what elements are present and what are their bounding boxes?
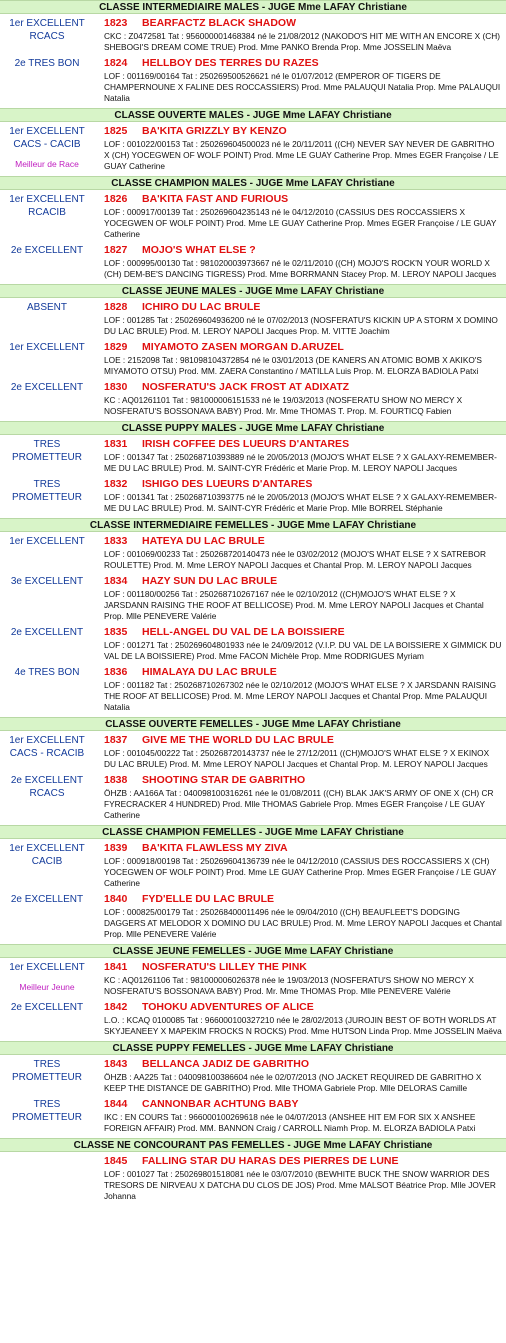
dog-entry xyxy=(0,193,506,240)
entry-header xyxy=(104,961,502,974)
dog-entry xyxy=(0,626,506,662)
class-header: CLASSE JEUNE FEMELLES - JUGE Mme LAFAY Christiane xyxy=(0,944,506,958)
class-header: CLASSE CHAMPION MALES - JUGE Mme LAFAY Christiane xyxy=(0,176,506,190)
catalog-number: 1824 xyxy=(104,57,128,69)
dog-details: LOF : 001169/00164 Tat : 250269500526621 né le 01/07/2012 (EMPEROR OF TIGERS DE CHAMPERNOUNE X FALINE DES ROCCASSIERS) Prod. Mme PALAUQUI Natalia Prop. Mme PALAUQUI Natalia xyxy=(104,71,501,103)
result-text: 1er EXCELLENT RCACIB xyxy=(9,194,85,218)
result-cell xyxy=(0,774,94,800)
dog-details: IKC : EN COURS Tat : 966000100269618 née le 04/07/2013 (ANSHEE HIT EM FOR SIX X ANSHEE FOREIGN AFFAIR) Prod. MM. BANNON Craig / CARROLL Niamh Prop. M. ELORZA BADIOLA Patxi xyxy=(104,1112,476,1133)
dog-details: LOF : 000995/00130 Tat : 981020003973667 né le 02/11/2010 ((CH) MOJO'S ROCK'N YOUR WORLD X (CH) DEM-BE'S DANCING TIGRESS) Prod. Mme BORRMANN Stacey Prop. M. LEROY NAPOLI Jacques xyxy=(104,258,497,279)
result-text: ABSENT xyxy=(26,302,67,313)
catalog-number: 1836 xyxy=(104,666,128,678)
result-cell xyxy=(0,478,94,504)
dog-entry xyxy=(0,961,506,997)
dog-entry xyxy=(0,125,506,172)
result-cell xyxy=(0,1001,94,1014)
dog-entry xyxy=(0,842,506,889)
entry-body xyxy=(94,575,506,622)
catalog-number: 1837 xyxy=(104,734,128,746)
result-text: 2e EXCELLENT xyxy=(10,382,84,393)
entry-body xyxy=(94,1098,506,1134)
dog-name: HATEYA DU LAC BRULE xyxy=(142,535,265,547)
class-header: CLASSE OUVERTE MALES - JUGE Mme LAFAY Christiane xyxy=(0,108,506,122)
class-header: CLASSE INTERMEDIAIRE FEMELLES - JUGE Mme LAFAY Christiane xyxy=(0,518,506,532)
dog-details: LOF : 001341 Tat : 250268710393775 né le 20/05/2013 (MOJO'S WHAT ELSE ? X GALAXY-REMEMBER-ME DU LAC BRULE) Prod. M. SAINT-CYR Frédéric et Marie Prop. Mlle BORREL Stéphanie xyxy=(104,492,497,513)
catalog-number: 1841 xyxy=(104,961,128,973)
dog-details: LOF : 001347 Tat : 250268710393889 né le 20/05/2013 (MOJO'S WHAT ELSE ? X GALAXY-REMEMBER-ME DU LAC BRULE) Prod. M. SAINT-CYR Frédéric et Marie Prop. M. LEROY NAPOLI Jacques xyxy=(104,452,497,473)
dog-entry xyxy=(0,1098,506,1134)
entry-header xyxy=(104,125,502,138)
catalog-number: 1843 xyxy=(104,1058,128,1070)
entry-header xyxy=(104,774,502,787)
entry-header xyxy=(104,17,502,30)
entry-body xyxy=(94,1058,506,1094)
entry-body xyxy=(94,341,506,377)
result-text: 1er EXCELLENT CACS - RCACIB xyxy=(9,735,85,759)
entry-header xyxy=(104,842,502,855)
dog-name: HIMALAYA DU LAC BRULE xyxy=(142,666,277,678)
dog-name: BA'KITA FAST AND FURIOUS xyxy=(142,193,289,205)
dog-name: BA'KITA GRIZZLY BY KENZO xyxy=(142,125,287,137)
dog-name: FYD'ELLE DU LAC BRULE xyxy=(142,893,274,905)
catalog-number: 1826 xyxy=(104,193,128,205)
dog-details: LOF : 001045/00222 Tat : 250268720143737 née le 27/12/2011 ((CH)MOJO'S WHAT ELSE ? X EKINOX DU LAC BRULE) Prod. M. Mme LEROY NAPOLI Jacques et Chantal Prop. M. LEROY NAPOLI Jacques xyxy=(104,748,490,769)
entry-body xyxy=(94,1155,506,1202)
dog-entry xyxy=(0,1001,506,1037)
result-cell xyxy=(0,301,94,314)
entry-header xyxy=(104,1001,502,1014)
result-text: 2e EXCELLENT xyxy=(10,894,84,905)
entry-body xyxy=(94,734,506,770)
dog-entry xyxy=(0,438,506,474)
dog-name: ICHIRO DU LAC BRULE xyxy=(142,301,261,313)
catalog-number: 1830 xyxy=(104,381,128,393)
dog-name: HELL-ANGEL DU VAL DE LA BOISSIERE xyxy=(142,626,345,638)
entry-header xyxy=(104,244,502,257)
dog-name: BA'KITA FLAWLESS MY ZIVA xyxy=(142,842,288,854)
entry-header xyxy=(104,301,502,314)
result-text: 1er EXCELLENT CACS - CACIB xyxy=(9,126,85,150)
dog-details: LOF : 001027 Tat : 250269801518081 née le 03/07/2010 (BEWHITE BUCK THE SNOW WARRIOR DES TRESORS DE NIRVEAU X DATCHA DU CLOS DE JOS) Prod. Mme MALSOT Béatrice Prop. Mlle JOVER Johanna xyxy=(104,1169,496,1201)
entry-body xyxy=(94,666,506,713)
dog-entry xyxy=(0,535,506,571)
result-text: TRES PROMETTEUR xyxy=(12,479,82,503)
entry-body xyxy=(94,774,506,821)
class-header: CLASSE PUPPY MALES - JUGE Mme LAFAY Christiane xyxy=(0,421,506,435)
class-header: CLASSE PUPPY FEMELLES - JUGE Mme LAFAY Christiane xyxy=(0,1041,506,1055)
result-cell xyxy=(0,666,94,679)
entry-header xyxy=(104,1098,502,1111)
result-text: 1er EXCELLENT xyxy=(9,962,85,973)
entry-header xyxy=(104,575,502,588)
result-text: 2e EXCELLENT xyxy=(10,245,84,256)
dog-entry xyxy=(0,17,506,53)
result-text: TRES PROMETTEUR xyxy=(12,439,82,463)
dog-details: ÖHZB : AA166A Tat : 040098100316261 née le 01/08/2011 ((CH) BLAK JAK'S ARMY OF ONE X (CH) CR FYRECRACKER 4 HUNDRED) Prod. Mlle THOMAS Gabriele Prop. Mmes EGER Françoise / LE GUAY Catherine xyxy=(104,788,494,820)
dog-entry xyxy=(0,666,506,713)
entry-body xyxy=(94,893,506,940)
result-cell xyxy=(0,575,94,588)
result-cell xyxy=(0,893,94,906)
dog-details: CKC : Z0472581 Tat : 956000001468384 né le 21/08/2012 (NAKODO'S HIT ME WITH AN ENCORE X (CH) SHEBOGI'S DREAM COME TRUE) Prod. Mme PANKO Brenda Prop. Mme JOSSELIN Maëva xyxy=(104,31,501,52)
result-text: 1er EXCELLENT xyxy=(9,536,85,547)
result-text: TRES PROMETTEUR xyxy=(12,1059,82,1083)
entry-body xyxy=(94,301,506,337)
entry-body xyxy=(94,626,506,662)
entry-body xyxy=(94,17,506,53)
class-header: CLASSE CHAMPION FEMELLES - JUGE Mme LAFAY Christiane xyxy=(0,825,506,839)
result-text: 2e EXCELLENT xyxy=(10,1002,84,1013)
dog-details: LOF : 001182 Tat : 250268710267302 née le 02/10/2012 (MOJO'S WHAT ELSE ? X JARSDANN RAISING THE ROOF AT BELLICOSE) Prod. M. Mme LEROY NAPOLI Jacques et Chantal Prop. Mme PALAUQUI Natalia xyxy=(104,680,497,712)
dog-entry xyxy=(0,244,506,280)
entry-header xyxy=(104,381,502,394)
catalog-number: 1825 xyxy=(104,125,128,137)
catalog-number: 1838 xyxy=(104,774,128,786)
dog-entry xyxy=(0,893,506,940)
dog-entry xyxy=(0,478,506,514)
dog-details: ÖHZB : AA225 Tat : 040098100386604 née le 02/07/2013 (NO JACKET REQUIRED DE GABRITHO X KEEP THE DISTANCE DE GABRITHO) Prod. Mlle THOMA Gabriele Prop. Mlle DELORAS Camille xyxy=(104,1072,482,1093)
result-text: 4e TRES BON xyxy=(14,667,80,678)
dog-name: NOSFERATU'S JACK FROST AT ADIXATZ xyxy=(142,381,350,393)
dog-name: BEARFACTZ BLACK SHADOW xyxy=(142,17,296,29)
catalog-number: 1835 xyxy=(104,626,128,638)
result-text: 1er EXCELLENT CACIB xyxy=(9,843,85,867)
entry-header xyxy=(104,626,502,639)
dog-details: LOF : 001271 Tat : 250269604801933 née le 24/09/2012 (V.I.P. DU VAL DE LA BOISSIERE X GIMMICK DU VAL DE LA BOISSIERE) Prod. Mme FACON Michèle Prop. Mme RODRIGUES Myriam xyxy=(104,640,502,661)
result-text: TRES PROMETTEUR xyxy=(12,1099,82,1123)
catalog-number: 1833 xyxy=(104,535,128,547)
dog-entry xyxy=(0,575,506,622)
dog-details: KC : AQ01261101 Tat : 981000006151533 né le 19/03/2013 (NOSFERATU SHOW NO MERCY X NOSFERATU'S BOSSONAVA BABY) Prod. Mr. Mme THOMAS T. Prop. M. FOURTICQ Fabien xyxy=(104,395,463,416)
dog-name: MOJO'S WHAT ELSE ? xyxy=(142,244,256,256)
result-cell xyxy=(0,341,94,354)
dog-details: LOF : 000825/00179 Tat : 250268400011496 née le 09/04/2010 ((CH) BEAUFLEET'S DODGING DAGGERS AT MELODOR X DOMINO DU LAC BRULE) Prod. M. Mme LEROY NAPOLI Jacques et Chantal Prop. Mlle PENEVERE Valérie xyxy=(104,907,502,939)
class-header: CLASSE OUVERTE FEMELLES - JUGE Mme LAFAY Christiane xyxy=(0,717,506,731)
dog-name: HELLBOY DES TERRES DU RAZES xyxy=(142,57,319,69)
result-cell xyxy=(0,193,94,219)
dog-entry xyxy=(0,381,506,417)
result-cell xyxy=(0,125,94,170)
entry-body xyxy=(94,125,506,172)
catalog-number: 1828 xyxy=(104,301,128,313)
dog-details: LOF : 000918/00198 Tat : 250269604136739 née le 04/12/2010 (CASSIUS DES ROCCASSIERS X (CH) YOCEGWEN OF WOLF POINT) Prod. Mme LE GUAY Catherine Prop. Mmes EGER Françoise / LE GUAY Catherine xyxy=(104,856,497,888)
result-text: 2e TRES BON xyxy=(14,58,80,69)
result-cell xyxy=(0,1098,94,1124)
entry-body xyxy=(94,57,506,104)
catalog-number: 1842 xyxy=(104,1001,128,1013)
dog-entry xyxy=(0,734,506,770)
dog-name: TOHOKU ADVENTURES OF ALICE xyxy=(142,1001,314,1013)
dog-details: L.O. : KCAQ 0100085 Tat : 966000100327210 née le 28/02/2013 (JUROJIN BEST OF BOTH WORLDS AT SKYJEANEEY X MAPEKIM FROCKS N ROCKS) Prod. Mme HUTSON Linda Prop. Mme JOSSELIN Maëva xyxy=(104,1015,502,1036)
result-cell xyxy=(0,842,94,868)
result-cell xyxy=(0,626,94,639)
dog-entry xyxy=(0,57,506,104)
entry-body xyxy=(94,193,506,240)
result-cell xyxy=(0,734,94,760)
result-text: 2e EXCELLENT RCACS xyxy=(10,775,84,799)
result-cell xyxy=(0,535,94,548)
catalog-number: 1832 xyxy=(104,478,128,490)
result-cell xyxy=(0,961,94,993)
special-award: Meilleur Jeune xyxy=(19,982,75,992)
entry-header xyxy=(104,193,502,206)
catalog-number: 1845 xyxy=(104,1155,128,1167)
catalog-number: 1840 xyxy=(104,893,128,905)
entry-header xyxy=(104,893,502,906)
result-text: 1er EXCELLENT RCACS xyxy=(9,18,85,42)
dog-name: NOSFERATU'S LILLEY THE PINK xyxy=(142,961,307,973)
entry-header xyxy=(104,734,502,747)
result-cell xyxy=(0,438,94,464)
entry-header xyxy=(104,666,502,679)
result-cell xyxy=(0,381,94,394)
special-award: Meilleur de Race xyxy=(15,159,79,169)
result-text: 1er EXCELLENT xyxy=(9,342,85,353)
dog-name: ISHIGO DES LUEURS D'ANTARES xyxy=(142,478,313,490)
dog-name: IRISH COFFEE DES LUEURS D'ANTARES xyxy=(142,438,350,450)
catalog-number: 1831 xyxy=(104,438,128,450)
result-cell xyxy=(0,244,94,257)
entry-header xyxy=(104,57,502,70)
dog-details: LOF : 001069/00233 Tat : 250268720140473 née le 03/02/2012 (MOJO'S WHAT ELSE ? X SATREBOR ROULETTE) Prod. M. Mme LEROY NAPOLI Jacques et Chantal Prop. M. LEROY NAPOLI Jacques xyxy=(104,549,486,570)
dog-name: FALLING STAR DU HARAS DES PIERRES DE LUNE xyxy=(142,1155,399,1167)
entry-body xyxy=(94,961,506,997)
dog-details: LOF : 001285 Tat : 250269604936200 né le 07/02/2013 (NOSFERATU'S KICKIN UP A STORM X DOMINO DU LAC BRULE) Prod. M. LEROY NAPOLI Jacques Prop. M. VITTE Joachim xyxy=(104,315,498,336)
result-cell xyxy=(0,1058,94,1084)
dog-details: LOF : 000917/00139 Tat : 250269604235143 né le 04/12/2010 (CASSIUS DES ROCCASSIERS X YOCEGWEN OF WOLF POINT) Prod. Mme LE GUAY Catherine Prop. Mmes EGER Françoise / LE GUAY Catherine xyxy=(104,207,497,239)
result-text: 3e EXCELLENT xyxy=(10,576,84,587)
dog-entry xyxy=(0,1058,506,1094)
catalog-number: 1823 xyxy=(104,17,128,29)
entry-body xyxy=(94,478,506,514)
result-text: 2e EXCELLENT xyxy=(10,627,84,638)
class-header: CLASSE INTERMEDIAIRE MALES - JUGE Mme LAFAY Christiane xyxy=(0,0,506,14)
entry-header xyxy=(104,341,502,354)
entry-header xyxy=(104,478,502,491)
result-cell xyxy=(0,17,94,43)
class-header: CLASSE JEUNE MALES - JUGE Mme LAFAY Christiane xyxy=(0,284,506,298)
dog-details: LOF : 001180/00256 Tat : 250268710267167 née le 02/10/2012 ((CH)MOJO'S WHAT ELSE ? X JARSDANN RAISING THE ROOF AT BELLICOSE) Prod. M. Mme LEROY NAPOLI Jacques et Chantal Prop. Mlle PENEVERE Valérie xyxy=(104,589,484,621)
entry-header xyxy=(104,1155,502,1168)
entry-header xyxy=(104,1058,502,1071)
entry-body xyxy=(94,438,506,474)
dog-name: BELLANCA JADIZ DE GABRITHO xyxy=(142,1058,310,1070)
entry-body xyxy=(94,535,506,571)
dog-details: KC : AQ01261106 Tat : 981000006026378 née le 19/03/2013 (NOSFERATU'S SHOW NO MERCY X NOSFERATU'S BOSSONAVA BABY) Prod. Mr. Mme THOMAS Prop. Mlle PENEVERE Valérie xyxy=(104,975,474,996)
entry-body xyxy=(94,1001,506,1037)
entry-body xyxy=(94,244,506,280)
dog-name: MIYAMOTO ZASEN MORGAN D.ARUZEL xyxy=(142,341,344,353)
dog-name: HAZY SUN DU LAC BRULE xyxy=(142,575,278,587)
catalog-number: 1829 xyxy=(104,341,128,353)
catalog-number: 1834 xyxy=(104,575,128,587)
dog-entry xyxy=(0,341,506,377)
dog-entry xyxy=(0,1155,506,1202)
dog-details: LOE : 2152098 Tat : 981098104372854 né le 03/01/2013 (DE KANERS AN ATOMIC BOMB X AKIKO'S MIYAMOTO OTSU) Prod. MM. ZAERA Constantino / MATILLA Luis Prop. M. ELORZA BADIOLA Patxi xyxy=(104,355,482,376)
catalog-number: 1844 xyxy=(104,1098,128,1110)
entry-header xyxy=(104,535,502,548)
catalog-number: 1827 xyxy=(104,244,128,256)
entry-header xyxy=(104,438,502,451)
dog-entry xyxy=(0,301,506,337)
entry-body xyxy=(94,381,506,417)
dog-details: LOF : 001022/00153 Tat : 250269604500023 né le 20/11/2011 ((CH) NEVER SAY NEVER DE GABRITHO X (CH) YOCEGWEN OF WOLF POINT) Prod. Mme LE GUAY Catherine Prop. Mmes EGER Françoise / LE GUAY Catherine xyxy=(104,139,499,171)
class-header: CLASSE NE CONCOURANT PAS FEMELLES - JUGE Mme LAFAY Christiane xyxy=(0,1138,506,1152)
dog-name: GIVE ME THE WORLD DU LAC BRULE xyxy=(142,734,334,746)
catalog-number: 1839 xyxy=(104,842,128,854)
entry-body xyxy=(94,842,506,889)
result-cell xyxy=(0,57,94,70)
dog-entry xyxy=(0,774,506,821)
dog-name: CANNONBAR ACHTUNG BABY xyxy=(142,1098,299,1110)
dog-name: SHOOTING STAR DE GABRITHO xyxy=(142,774,306,786)
